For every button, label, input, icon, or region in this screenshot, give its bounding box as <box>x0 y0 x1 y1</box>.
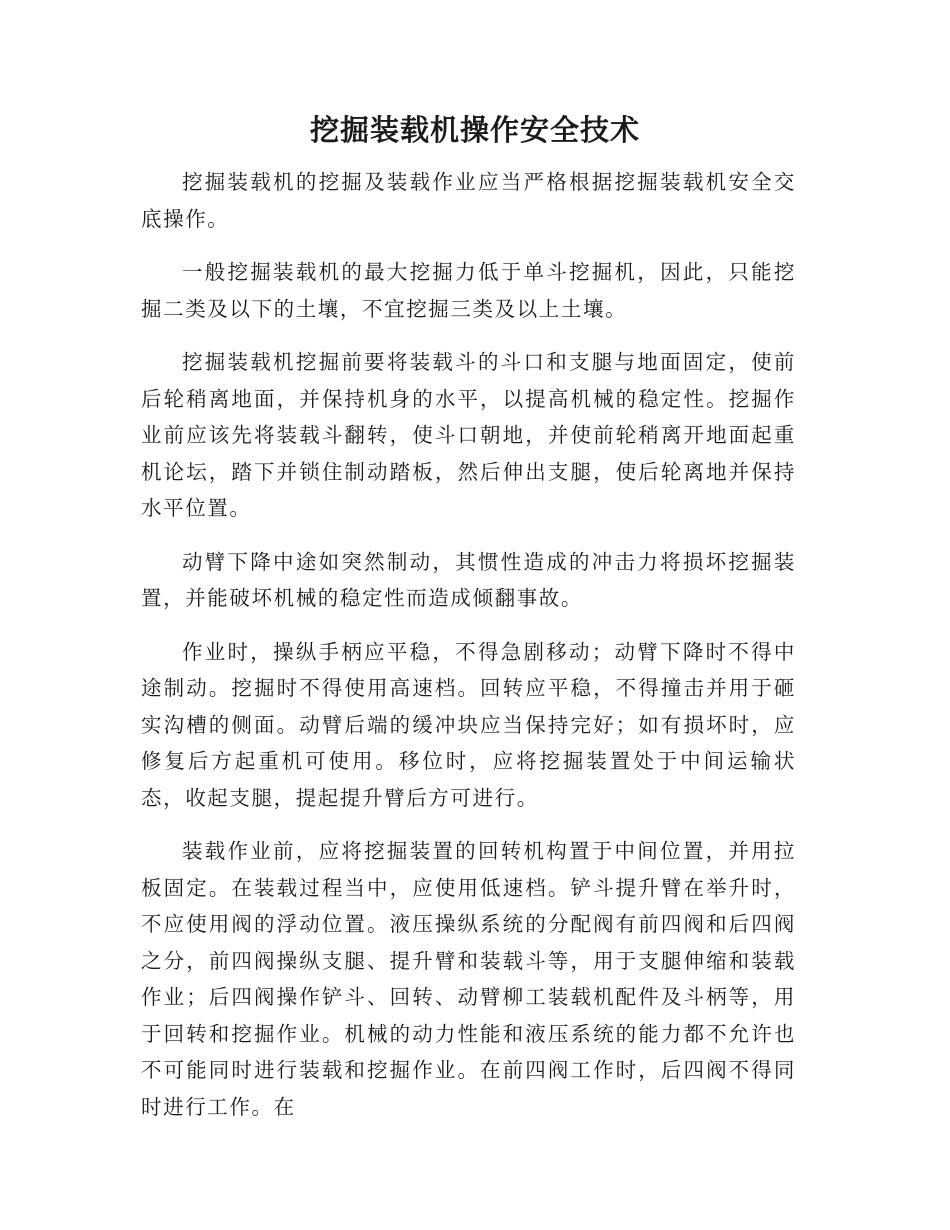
paragraph-1: 挖掘装载机的挖掘及装载作业应当严格根据挖掘装载机安全交底操作。 <box>141 170 796 231</box>
paragraph-6: 装载作业前，应将挖掘装置的回转机构置于中间位置，并用拉板固定。在装载过程当中，应使用低速档。铲斗提升臂在举升时，不应使用阀的浮动位置。液压操纵系统的分配阀有前四阀和后四阀之分，前四阀操纵支腿、提升臂和装载斗等，用于支腿伸缩和装载作业；后四阀操作铲斗、回转、动臂柳工装载机配件及斗柄等，用于回转和挖掘作业。机械的动力性能和液压系统的能力都不允许也不可能同时进行装载和挖掘作业。在前四阀工作时，后四阀不得同时进行工作。在 <box>141 839 796 1119</box>
paragraph-4: 动臂下降中途如突然制动，其惯性造成的冲击力将损坏挖掘装置，并能破坏机械的稳定性而造成倾翻事故。 <box>141 549 796 610</box>
paragraph-5: 作业时，操纵手柄应平稳，不得急剧移动；动臂下降时不得中途制动。挖掘时不得使用高速档。回转应平稳，不得撞击并用于砸实沟槽的侧面。动臂后端的缓冲块应当保持完好；如有损坏时，应修复后方起重机可使用。移位时，应将挖掘装置处于中间运输状态，收起支腿，提起提升臂后方可进行。 <box>141 639 796 810</box>
paragraph-3: 挖掘装载机挖掘前要将装载斗的斗口和支腿与地面固定，使前后轮稍离地面，并保持机身的水平，以提高机械的稳定性。挖掘作业前应该先将装载斗翻转，使斗口朝地，并使前轮稍离开地面起重机论坛，踏下并锁住制动踏板，然后伸出支腿，使后轮离地并保持水平位置。 <box>141 350 796 520</box>
paragraph-2: 一般挖掘装载机的最大挖掘力低于单斗挖掘机，因此，只能挖掘二类及以下的土壤，不宜挖掘三类及以上土壤。 <box>141 260 796 321</box>
page-title: 挖掘装载机操作安全技术 <box>309 113 640 147</box>
document-body <box>141 164 796 1142</box>
